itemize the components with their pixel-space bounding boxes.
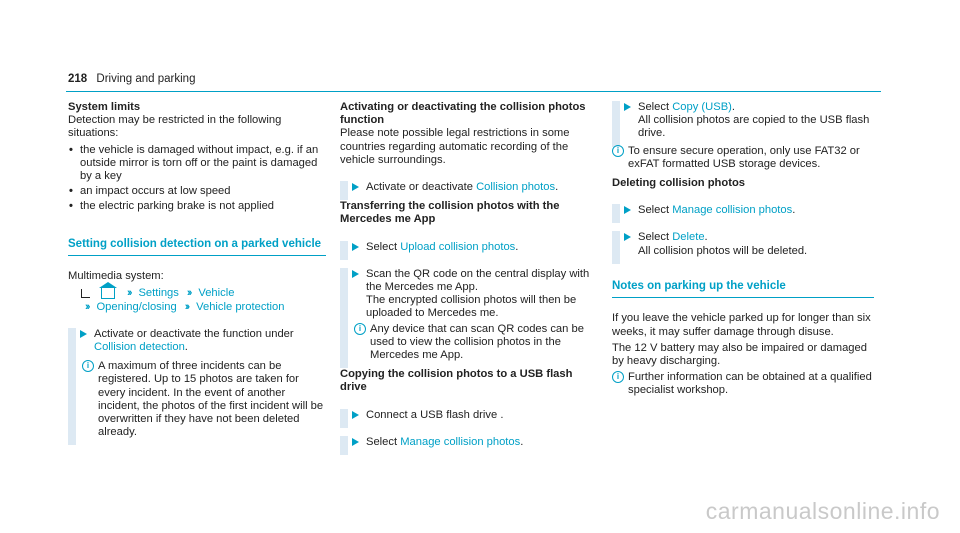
delete-link[interactable]: Delete — [672, 231, 705, 244]
step-arrow-icon — [624, 233, 631, 241]
notes-section-title: Notes on parking up the vehicle — [612, 279, 786, 292]
list-item: • the vehicle is damaged without impact, e.g. if an outside mirror is torn off or the paint is damaged by a key — [68, 144, 326, 184]
double-chevron-icon: ›› — [85, 300, 89, 313]
page-number: 218 — [68, 73, 88, 85]
multimedia-label: Multimedia system: — [68, 270, 164, 283]
manage-collision-photos-link[interactable]: Manage collision photos — [400, 435, 521, 448]
column-left — [68, 101, 326, 439]
list-item: • an impact occurs at low speed — [68, 185, 326, 198]
system-limits-intro: Detection may be restricted in the following situations: — [68, 114, 282, 140]
scan-step — [340, 268, 602, 362]
connect-text: Connect a USB flash drive . — [366, 408, 504, 421]
path-vehicle[interactable]: Vehicle — [198, 287, 235, 300]
activating-body: Please note possible legal restrictions in some countries regarding automatic recording of the vehicle surroundings. — [340, 127, 570, 166]
connect-step — [340, 409, 602, 422]
column-right — [612, 101, 874, 398]
scan-text: Scan the QR code on the central display with the Mercedes me App. — [366, 267, 590, 294]
collision-photos-link[interactable]: Collision photos — [476, 181, 556, 194]
double-chevron-icon: ›› — [127, 287, 131, 300]
info-icon: i — [82, 360, 94, 372]
upload-step: Select Upload collision photos. — [340, 241, 602, 254]
activate-step: Activate or deactivate the function under Collision detection. i A maximum of three incidents can be registered. Up to 15 photos are taken for every incident. In the event of another incident, the photos of the first incident will be overwritten if they have not been deleted already. — [68, 328, 326, 440]
limits-list — [68, 144, 326, 214]
manage-collision-photos-link[interactable]: Manage collision photos — [672, 204, 793, 217]
step-arrow-icon — [624, 103, 631, 111]
note-text: To ensure secure operation, only use FAT32 or exFAT formatted USB storage devices. — [628, 144, 860, 170]
double-chevron-icon: ›› — [184, 300, 189, 313]
info-icon: i — [612, 371, 624, 383]
list-item: • the electric parking brake is not applied — [68, 200, 326, 213]
upload-collision-photos-link[interactable]: Upload collision photos — [400, 240, 516, 253]
step-arrow-icon — [624, 206, 631, 214]
header-divider — [66, 91, 881, 92]
turn-arrow-icon — [81, 289, 90, 298]
system-limits-title: System limits — [68, 101, 141, 113]
page-header — [68, 73, 195, 85]
note — [612, 145, 874, 171]
note-text: A maximum of three incidents can be registered. Up to 15 photos are taken for every incident. In the event of another incident, the photos of the first incident will be overwritten if they have not been deleted already. — [98, 360, 324, 439]
home-icon — [101, 288, 115, 299]
notes-body: The 12 V battery may also be impaired or damaged by heavy discharging. — [612, 341, 867, 367]
manage-step: Select Manage collision photos. — [612, 204, 874, 217]
path-vehicle-protection[interactable]: Vehicle protection — [196, 300, 285, 313]
transfer-title: Transferring the collision photos with the Mercedes me App — [340, 200, 560, 226]
copy-result: All collision photos are copied to the USB flash drive. — [638, 114, 870, 140]
path-settings[interactable]: Settings — [138, 287, 179, 300]
step-arrow-icon — [352, 183, 359, 191]
copy-usb-step: Select Copy (USB). All collision photos are copied to the USB flash drive. — [612, 101, 874, 141]
note — [354, 323, 602, 363]
info-icon: i — [612, 145, 624, 157]
collision-detection-link[interactable]: Collision detection — [94, 340, 185, 353]
note-text: Any device that can scan QR codes can be used to view the collision photos in the Mercedes me App. — [370, 322, 584, 362]
note — [82, 360, 326, 439]
deleting-title: Deleting collision photos — [612, 177, 746, 190]
delete-result: All collision photos will be deleted. — [638, 244, 808, 257]
activate-photos-step: Activate or deactivate Collision photos. — [340, 181, 602, 194]
menu-path — [68, 287, 326, 313]
note — [612, 371, 874, 397]
step-arrow-icon — [352, 438, 359, 446]
info-icon: i — [354, 323, 366, 335]
step-arrow-icon — [352, 243, 359, 251]
scan-result: The encrypted collision photos will then be uploaded to Mercedes me. — [366, 294, 577, 320]
watermark: carmanualsonline.info — [705, 498, 940, 524]
double-chevron-icon: ›› — [186, 287, 191, 300]
section-name: Driving and parking — [96, 73, 196, 85]
notes-body: If you leave the vehicle parked up for longer than six weeks, it may suffer damage through disuse. — [612, 312, 871, 338]
delete-step: Select Delete. All collision photos will be deleted. — [612, 231, 874, 257]
setting-section-title: Setting collision detection on a parked vehicle — [68, 237, 322, 250]
copy-title: Copying the collision photos to a USB flash drive — [340, 368, 573, 394]
note-text: Further information can be obtained at a qualified specialist workshop. — [628, 371, 872, 397]
copy-usb-link[interactable]: Copy (USB) — [672, 101, 732, 113]
path-opening-closing[interactable]: Opening/closing — [96, 300, 177, 313]
column-middle — [340, 101, 602, 449]
activating-title: Activating or deactivating the collision photos function — [340, 101, 586, 127]
step-arrow-icon — [80, 330, 87, 338]
step-arrow-icon — [352, 270, 359, 278]
manage-step: Select Manage collision photos. — [340, 436, 602, 449]
step-arrow-icon — [352, 411, 359, 419]
